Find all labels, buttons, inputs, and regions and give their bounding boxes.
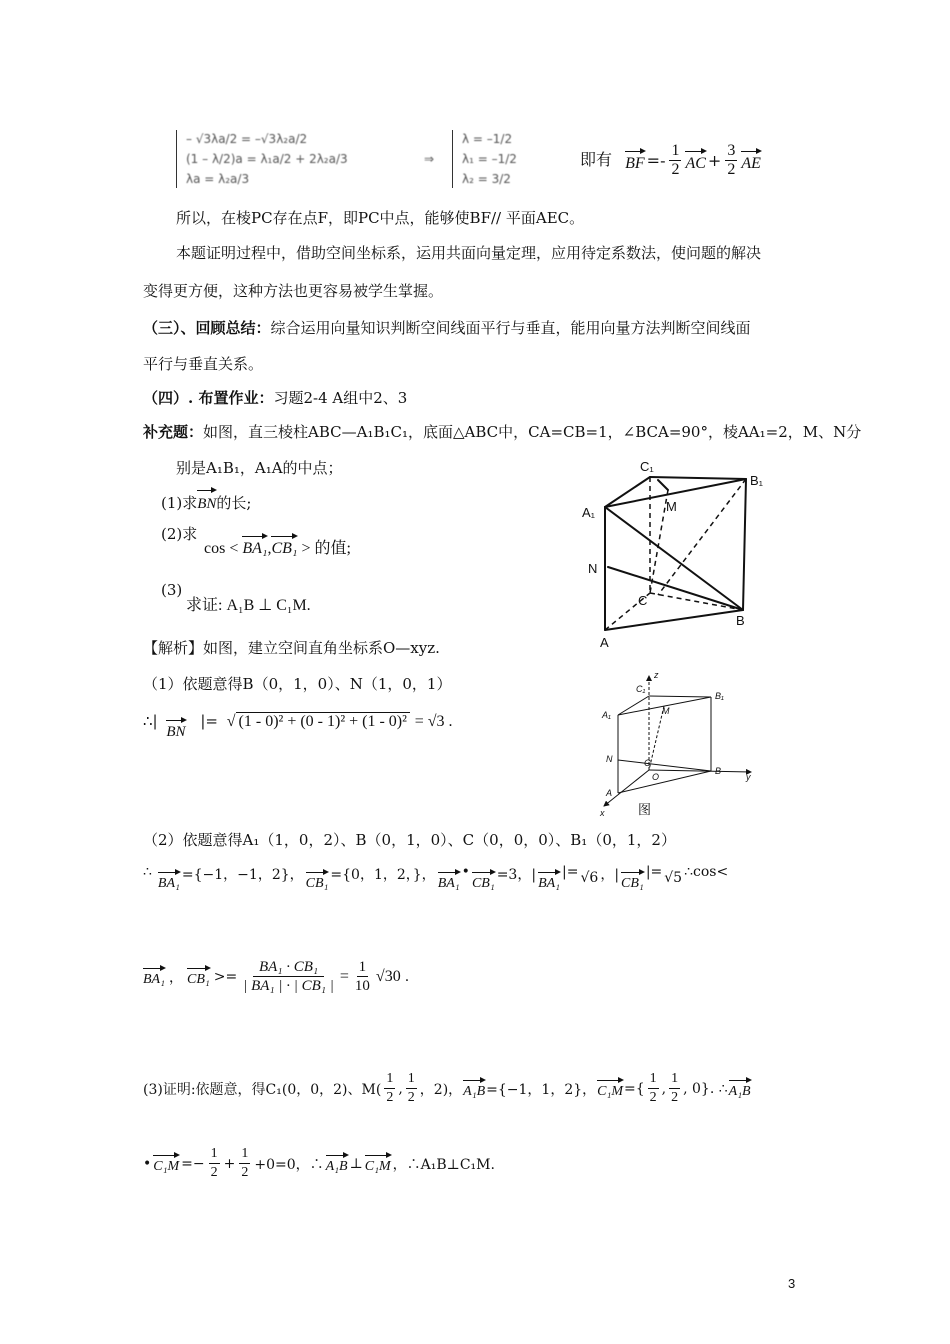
label-b1: B₁: [750, 473, 764, 488]
equation-system-right: [452, 130, 552, 190]
label-b: B: [736, 613, 745, 628]
edge-a1-b: [605, 507, 743, 610]
question-2-prefix: (2)求: [161, 525, 198, 543]
equals-minus: =−: [181, 1155, 205, 1172]
review-summary: [143, 318, 751, 338]
label-o: O: [652, 772, 660, 782]
review-heading: （三）、回顾总结：: [143, 319, 271, 337]
plus-sign: +: [707, 151, 722, 170]
jiyou-label: 即有: [580, 150, 613, 169]
supplementary-text: 如图，直三棱柱ABC—A₁B₁C₁，底面△ABC中，CA=CB=1，∠BCA=90°，棱AA₁=2，M、N分: [203, 423, 862, 441]
implies-arrow: ⇒: [424, 152, 435, 166]
homework: [143, 388, 407, 408]
vector-cb1: CB₁: [187, 966, 210, 988]
edge-c1-b1: [650, 477, 746, 479]
frac-num: 1: [384, 1070, 395, 1089]
question-1-prefix: (1)求: [161, 494, 198, 512]
edge-n-b: [608, 567, 743, 610]
frac-num: 1: [239, 1145, 250, 1164]
system-line-1: – √3λa/2 = –√3λ₂a/2: [186, 132, 308, 146]
vector-a1b: A₁B: [326, 1153, 348, 1175]
frac-den: 2: [241, 1165, 249, 1180]
m-coord-tail: ，2)，: [419, 1081, 463, 1098]
frac-den: 10: [354, 978, 370, 994]
frac-den: 2: [727, 161, 736, 178]
solution-step-1: （1）依题意得B（0，1，0）、N（1，0，1）: [143, 675, 452, 693]
angle-close-equals: >=: [213, 968, 238, 985]
frac-num: 1: [358, 959, 367, 975]
vector-cb1: CB₁: [271, 534, 297, 558]
frac-den: 2: [671, 1090, 679, 1105]
bf-vector-equation: [580, 142, 761, 179]
sqrt-6: √6: [580, 870, 599, 886]
edge-c1-b1: [649, 696, 711, 697]
vector-ba1: BA₁: [538, 870, 560, 892]
dot-result: =3，|: [496, 867, 537, 883]
solution-step-2: （2）依题意得A₁（1，0，2）、B（0，1，0）、C（0，0，0）、B₁（0，1，2）: [143, 831, 676, 849]
frac-den: 2: [407, 1090, 415, 1105]
frac-num: 1: [209, 1145, 220, 1164]
label-a: A: [606, 788, 613, 798]
frac-num: 1: [669, 1070, 680, 1089]
prism-figure-hand-drawn: [578, 455, 778, 653]
period: .: [404, 968, 410, 985]
vector-cb1: CB₁: [621, 870, 644, 892]
dot-operator: •: [461, 864, 470, 880]
equals-minus: =-: [646, 151, 666, 170]
step-3-final-line: [143, 1145, 495, 1182]
question-3-prefix: (3): [161, 581, 183, 599]
figure-caption: 图: [638, 802, 652, 817]
hidden-diagonal: [658, 479, 746, 595]
page-number: 3: [788, 1276, 796, 1291]
step-3-line: [143, 1070, 751, 1107]
frac-den: 2: [671, 161, 680, 178]
supplementary-text-line2: 别是A₁B₁，A₁A的中点；: [176, 459, 343, 477]
bn-length-result: = √3 .: [414, 713, 453, 730]
label-c1: C₁: [640, 459, 654, 474]
edge-n-b: [618, 760, 711, 771]
label-c: C: [644, 758, 651, 768]
ba1-coords: ={−1，−1，2}，: [181, 867, 304, 883]
frac-num: 1: [406, 1070, 417, 1089]
therefore-symbol: ∴: [143, 864, 152, 880]
cosine-result-line: [143, 958, 409, 995]
question-1: [161, 488, 251, 514]
frac-den: 2: [210, 1165, 218, 1180]
dot-operator: •: [143, 1155, 152, 1172]
vector-ba1: BA₁: [143, 966, 165, 988]
supplementary-problem: [143, 422, 861, 442]
review-text: 综合运用向量知识判断空间线面平行与垂直，能用向量方法判断空间线面: [270, 319, 751, 337]
system-line-2: (1 – λ/2)a = λ₁a/2 + 2λ₂a/3: [186, 152, 348, 166]
homework-heading: （四）. 布置作业：: [143, 389, 274, 407]
step-2-vector-line: [143, 864, 728, 892]
label-b: B: [715, 766, 722, 776]
a1b-coords: ={−1，1，2}，: [486, 1081, 597, 1098]
label-m: M: [666, 499, 677, 514]
supplementary-heading: 补充题：: [143, 423, 204, 441]
vector-c1m: C₁M: [153, 1153, 179, 1175]
vector-a1b: A₁B: [463, 1078, 485, 1100]
therefore-cos: ∴cos<: [684, 864, 729, 880]
c1m-close: , 0}. ∴: [683, 1080, 728, 1097]
question-1-suffix: 的长;: [216, 494, 252, 512]
solution-heading: 【解析】如图，建立空间直角坐标系O—xyz.: [143, 639, 440, 657]
label-m: M: [662, 706, 670, 716]
method-paragraph-line1: 本题证明过程中，借助空间坐标系，运用共面向量定理，应用待定系数法，使问题的解决: [176, 244, 762, 262]
solution-lambda: λ = –1/2: [462, 132, 513, 146]
vector-ae: AE: [741, 149, 761, 173]
radicand: (1 - 0)² + (0 - 1)² + (1 - 0)²: [236, 712, 410, 730]
vector-a1b: A₁B: [729, 1078, 751, 1100]
comma: ，: [168, 969, 183, 986]
edge-a-b: [618, 771, 711, 793]
cos-label: cos <: [204, 540, 239, 557]
vector-ba1: BA₁: [438, 870, 460, 892]
plus-sign: +: [223, 1155, 236, 1172]
question-3-expression: 求证: A₁B ⊥ C₁M.: [186, 597, 311, 614]
zero-result: +0=0，∴: [254, 1156, 324, 1173]
label-z: z: [654, 670, 659, 680]
c1m-open: ={: [624, 1080, 645, 1097]
vector-bn: BN: [197, 488, 216, 514]
solution-lambda2: λ₂ = 3/2: [462, 172, 511, 186]
vector-ba1: BA₁: [242, 534, 267, 558]
bar-equals: |=: [645, 864, 663, 880]
vector-ac: AC: [685, 149, 705, 173]
comma: ,: [267, 540, 272, 557]
review-summary-line2: 平行与垂直关系。: [143, 355, 264, 373]
label-c: C: [638, 593, 648, 608]
coordinate-prism-figure: [596, 668, 766, 820]
vector-c1m: C₁M: [365, 1153, 391, 1175]
vector-c1m: C₁M: [597, 1078, 623, 1100]
label-x: x: [600, 808, 605, 818]
equals: =: [339, 967, 349, 985]
frac-num: 3: [727, 142, 736, 159]
frac-den: 2: [386, 1090, 394, 1105]
cos-denominator: | BA₁ | · | CB₁ |: [243, 978, 334, 994]
label-a: A: [600, 635, 609, 650]
bn-length-equation: ∴| BN |= √ (1 - 0)² + (0 - 1)² + (1 - 0)² = √3 .: [143, 712, 453, 740]
edge-b1-b: [743, 479, 746, 610]
bar-equals: |=: [200, 712, 218, 730]
edge-a-b: [605, 610, 743, 630]
conclusion-paragraph: 所以，在棱PC存在点F，即PC中点，能够使BF// 平面AEC。: [176, 209, 585, 227]
step-3-intro: (3)证明:依题意，得C₁(0，0，2)、M(: [143, 1081, 382, 1098]
bar-equals: |=: [562, 864, 579, 880]
cos-numerator: BA₁ · CB₁: [253, 958, 324, 977]
frac-num: 1: [671, 142, 680, 159]
question-2-expression: [204, 534, 351, 558]
perp-symbol: ⊥: [349, 1155, 363, 1172]
system-line-3: λa = λ₂a/3: [186, 172, 250, 186]
sqrt-5: √5: [664, 870, 683, 886]
frac-num: 1: [648, 1070, 659, 1089]
axis-y: [649, 770, 751, 772]
sqrt-30: √30: [375, 967, 401, 985]
vector-bf: BF: [625, 149, 645, 173]
conclusion: ，∴A₁B⊥C₁M.: [392, 1156, 495, 1173]
label-n: N: [588, 561, 598, 576]
cb1-coords: ={0，1，2，}，: [330, 867, 436, 883]
comma: ,: [398, 1080, 403, 1097]
label-a1: A₁: [582, 505, 596, 520]
label-b1: B₁: [715, 691, 724, 701]
homework-text: 习题2-4 A组中2、3: [273, 389, 408, 407]
therefore-bar: ∴|: [143, 712, 158, 730]
question-2-suffix: > 的值;: [301, 540, 351, 557]
equation-system-left: [176, 130, 438, 190]
label-n: N: [606, 754, 613, 764]
solution-lambda1: λ₁ = –1/2: [462, 152, 517, 166]
vector-cb1: CB₁: [306, 870, 329, 892]
method-paragraph-line2: 变得更方便，这种方法也更容易被学生掌握。: [143, 282, 444, 300]
label-y: y: [746, 772, 751, 782]
vector-cb1: CB₁: [472, 870, 495, 892]
separator: ，|: [600, 867, 620, 883]
frac-den: 2: [649, 1090, 657, 1105]
comma: ,: [661, 1080, 667, 1097]
label-a1: A₁: [602, 710, 611, 720]
vector-bn: BN: [166, 718, 185, 741]
vector-ba1: BA₁: [158, 870, 180, 892]
edge-m-c1: [658, 480, 668, 490]
label-c1: C₁: [636, 684, 646, 694]
